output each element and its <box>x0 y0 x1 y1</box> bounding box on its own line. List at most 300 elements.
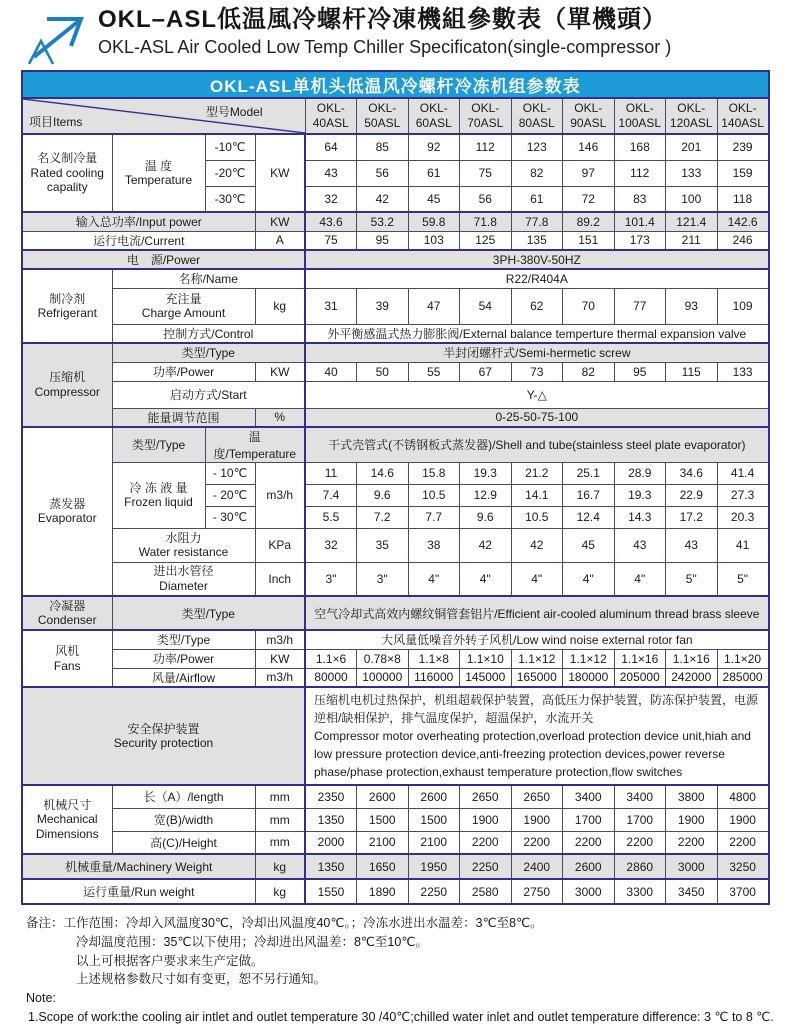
corner-cell <box>22 98 305 134</box>
table-row <box>22 408 769 427</box>
note-line: 冷却温度范围：35℃以下使用；冷却进出风温差：8℃至10℃。 <box>76 934 428 949</box>
label-en: Condenser <box>37 613 97 627</box>
value-cell: 77.8 <box>511 212 563 231</box>
value-cell: 56 <box>357 160 409 186</box>
label-cn: 机械尺寸 <box>43 797 92 812</box>
value-cell: 1700 <box>614 808 666 831</box>
banner-row <box>22 71 769 98</box>
value-cell: 7.2 <box>357 506 409 528</box>
row-sublabel: 高(C)/Height <box>112 831 255 854</box>
unit-cell: mm <box>255 785 305 808</box>
row-sublabel: 启动方式/Start <box>112 381 305 408</box>
value-cell: 101.4 <box>614 212 666 231</box>
row-label: 运行重量/Run weight <box>22 879 255 904</box>
value-cell: 2650 <box>511 785 563 808</box>
value-cell: 42 <box>511 528 563 562</box>
table-row <box>22 362 769 381</box>
value-cell: 116000 <box>408 668 460 687</box>
table-row <box>22 668 769 687</box>
row-sublabel: 宽(B)/width <box>112 808 255 831</box>
value-cell: 3450 <box>666 879 718 904</box>
value-cell: 3000 <box>666 854 718 879</box>
value-cell: 73 <box>511 362 563 381</box>
value-cell: 97 <box>563 160 615 186</box>
value-cell: 83 <box>614 186 666 212</box>
value-cell: 145000 <box>460 668 512 687</box>
value-cell: 1890 <box>357 879 409 904</box>
label-cn: 进出水管径 <box>153 564 214 579</box>
row-sublabel: 风量/Airflow <box>112 668 255 687</box>
value-cell: 2400 <box>511 854 563 879</box>
value-cell: 17.2 <box>666 506 718 528</box>
footer-notes <box>26 914 790 1027</box>
value-cell: 1650 <box>357 854 409 879</box>
temp-cell: -10℃ <box>205 134 255 160</box>
model-header-cell: OKL- 70ASL <box>460 98 512 134</box>
label-cn: 温 度 <box>144 158 173 173</box>
table-row <box>22 879 769 904</box>
label-cn: 风机 <box>55 644 80 659</box>
row-sublabel <box>112 134 205 212</box>
value-cell: 3" <box>305 562 357 596</box>
value-cell: 151 <box>563 231 615 250</box>
value-cell: 3250 <box>717 854 769 879</box>
label-en: Frozen liquid <box>124 495 193 509</box>
label-cn: 冷凝器 <box>49 598 86 613</box>
value-cell: 2750 <box>511 879 563 904</box>
model-header-cell: OKL- 40ASL <box>305 98 357 134</box>
corner-items-label: 项目Items <box>29 115 83 129</box>
table-row <box>22 288 769 324</box>
unit-cell: KW <box>255 362 305 381</box>
label-en: Temperature <box>124 173 193 187</box>
value-cell: 32 <box>305 186 357 212</box>
row-label <box>22 630 112 687</box>
label-en: Charge Amount <box>141 306 226 320</box>
unit-cell: A <box>255 231 305 250</box>
value-cell: 75 <box>305 231 357 250</box>
unit-cell: mm <box>255 831 305 854</box>
value-cell: 205000 <box>614 668 666 687</box>
temp-cell: - 20℃ <box>205 484 255 506</box>
value-cell: 42 <box>460 528 512 562</box>
value-cell: 56 <box>460 186 512 212</box>
value-cell: 1550 <box>305 879 357 904</box>
merged-value: 0-25-50-75-100 <box>305 408 769 427</box>
value-cell: 2200 <box>614 831 666 854</box>
unit-cell: kg <box>255 854 305 879</box>
value-cell: 25.1 <box>563 462 615 484</box>
row-sublabel: 能量调节范围 <box>112 408 255 427</box>
value-cell: 12.9 <box>460 484 512 506</box>
row-label <box>22 343 112 427</box>
value-cell: 2000 <box>305 831 357 854</box>
unit-cell: m3/h <box>255 668 305 687</box>
document-header <box>26 6 790 66</box>
note-line: 上述规格参数尺寸如有变更，恕不另行通知。 <box>76 972 327 987</box>
table-banner: OKL-ASL单机头低温风冷螺杆冷冻机组参数表 <box>22 71 769 98</box>
model-header-cell: OKL- 50ASL <box>357 98 409 134</box>
value-cell: 14.1 <box>511 484 563 506</box>
arrow-logo-icon <box>26 10 88 66</box>
value-cell: 5" <box>666 562 718 596</box>
row-sublabel: 类型/Type <box>112 343 305 362</box>
value-cell: 133 <box>666 160 718 186</box>
value-cell: 142.6 <box>717 212 769 231</box>
value-cell: 4" <box>563 562 615 596</box>
value-cell: 100 <box>666 186 718 212</box>
value-cell: 80000 <box>305 668 357 687</box>
row-sublabel <box>112 288 255 324</box>
value-cell: 0.78×8 <box>357 649 409 668</box>
row-sublabel: 功率/Power <box>112 362 255 381</box>
value-cell: 2350 <box>305 785 357 808</box>
value-cell: 1900 <box>511 808 563 831</box>
value-cell: 35 <box>357 528 409 562</box>
value-cell: 1900 <box>460 808 512 831</box>
table-row <box>22 785 769 808</box>
value-cell: 125 <box>460 231 512 250</box>
value-cell: 2200 <box>717 831 769 854</box>
page-title-en: OKL-ASL Air Cooled Low Temp Chiller Specificaton(single-compressor ) <box>98 36 672 57</box>
row-sublabel <box>112 462 205 528</box>
value-cell: 61 <box>408 160 460 186</box>
unit-cell: KW <box>255 134 305 212</box>
value-cell: 2860 <box>614 854 666 879</box>
table-row <box>22 687 769 785</box>
value-cell: 211 <box>666 231 718 250</box>
value-cell: 3400 <box>563 785 615 808</box>
value-cell: 40 <box>305 362 357 381</box>
value-cell: 45 <box>563 528 615 562</box>
unit-cell: m3/h <box>255 630 305 649</box>
value-cell: 5" <box>717 562 769 596</box>
value-cell: 14.3 <box>614 506 666 528</box>
note-line: 以上可根据客户要求来生产定做。 <box>76 953 264 968</box>
value-cell: 10.5 <box>408 484 460 506</box>
value-cell: 165000 <box>511 668 563 687</box>
value-cell: 45 <box>408 186 460 212</box>
value-cell: 12.4 <box>563 506 615 528</box>
model-header-row <box>22 98 769 134</box>
table-row <box>22 269 769 288</box>
value-cell: 2200 <box>666 831 718 854</box>
value-cell: 109 <box>717 288 769 324</box>
value-cell: 285000 <box>717 668 769 687</box>
spec-table <box>21 70 770 905</box>
unit-cell: KW <box>255 212 305 231</box>
row-sublabel: 类型/Type <box>112 427 205 463</box>
table-row <box>22 596 769 630</box>
row-label: 输入总功率/Input power <box>22 212 255 231</box>
merged-value: 外平衡感温式热力膨胀阀/External balance temperture thermal expansion valve <box>305 324 769 343</box>
value-cell: 3800 <box>666 785 718 808</box>
label-en: Diameter <box>159 578 208 593</box>
value-cell: 2250 <box>408 879 460 904</box>
value-cell: 31 <box>305 288 357 324</box>
value-cell: 4" <box>408 562 460 596</box>
value-cell: 2600 <box>357 785 409 808</box>
value-cell: 1.1×20 <box>717 649 769 668</box>
value-cell: 1.1×8 <box>408 649 460 668</box>
value-cell: 246 <box>717 231 769 250</box>
value-cell: 62 <box>511 288 563 324</box>
model-header-cell: OKL- 140ASL <box>717 98 769 134</box>
table-row <box>22 462 769 484</box>
value-cell: 92 <box>408 134 460 160</box>
label-en: Mechanical Dimensions <box>35 812 99 841</box>
label-en: Compressor <box>34 384 100 399</box>
table-row <box>22 250 769 269</box>
value-cell: 43 <box>666 528 718 562</box>
row-label <box>22 427 112 597</box>
value-cell: 2200 <box>563 831 615 854</box>
table-row <box>22 212 769 231</box>
row-sublabel: 类型/Type <box>112 596 305 630</box>
value-cell: 1500 <box>357 808 409 831</box>
temp-cell: -30℃ <box>205 186 255 212</box>
value-cell: 3300 <box>614 879 666 904</box>
table-row <box>22 562 769 596</box>
value-cell: 2580 <box>460 879 512 904</box>
table-row <box>22 134 769 160</box>
value-cell: 1.1×10 <box>460 649 512 668</box>
value-cell: 159 <box>717 160 769 186</box>
value-cell: 11 <box>305 462 357 484</box>
label-cn: 名义制冷量 <box>37 151 98 166</box>
value-cell: 95 <box>357 231 409 250</box>
value-cell: 4" <box>460 562 512 596</box>
value-cell: 71.8 <box>460 212 512 231</box>
value-cell: 118 <box>717 186 769 212</box>
value-cell: 82 <box>563 362 615 381</box>
value-cell: 242000 <box>666 668 718 687</box>
note-line: 备注：工作范围：冷却入风温度30℃，冷却出风温度40℃。；冷冻水进出水温差：3℃至8℃。 <box>26 916 543 930</box>
table-row <box>22 343 769 362</box>
value-cell: 70 <box>563 288 615 324</box>
value-cell: 201 <box>666 134 718 160</box>
unit-cell: KW <box>255 649 305 668</box>
label-cn: 蒸发器 <box>49 496 86 511</box>
value-cell: 1.1×16 <box>666 649 718 668</box>
value-cell: 146 <box>563 134 615 160</box>
merged-value: 空气冷却式高效内螺纹铜管套铝片/Efficient air-cooled aluminum thread brass sleeve <box>305 596 769 630</box>
value-cell: 14.6 <box>357 462 409 484</box>
label-cn: 水阻力 <box>165 530 202 545</box>
value-cell: 135 <box>511 231 563 250</box>
value-cell: 16.7 <box>563 484 615 506</box>
label-cn: 压缩机 <box>49 370 86 385</box>
value-cell: 2100 <box>357 831 409 854</box>
security-text-en: Compressor motor overheating protection,overload protection device unit,hiah and low pressure protection device,anti-freezing protection devices,power reverse phase/phase protection,exhaust temperature protection,flow switches <box>314 729 751 779</box>
row-label <box>22 596 112 630</box>
value-cell: 95 <box>614 362 666 381</box>
value-cell: 41.4 <box>717 462 769 484</box>
value-cell: 43 <box>305 160 357 186</box>
value-cell: 9.6 <box>357 484 409 506</box>
value-cell: 89.2 <box>563 212 615 231</box>
value-cell: 53.2 <box>357 212 409 231</box>
value-cell: 100000 <box>357 668 409 687</box>
row-label <box>22 269 112 343</box>
value-cell: 1.1×16 <box>614 649 666 668</box>
value-cell: 4" <box>511 562 563 596</box>
value-cell: 3400 <box>614 785 666 808</box>
value-cell: 32 <box>305 528 357 562</box>
unit-cell: kg <box>255 879 305 904</box>
row-label: 电 源/Power <box>22 250 305 269</box>
unit-cell: % <box>255 408 305 427</box>
value-cell: 133 <box>717 362 769 381</box>
label-en: Fans <box>53 658 81 673</box>
value-cell: 7.4 <box>305 484 357 506</box>
value-cell: 15.8 <box>408 462 460 484</box>
value-cell: 77 <box>614 288 666 324</box>
table-row <box>22 231 769 250</box>
value-cell: 38 <box>408 528 460 562</box>
row-sublabel <box>112 528 255 562</box>
value-cell: 54 <box>460 288 512 324</box>
value-cell: 2200 <box>511 831 563 854</box>
value-cell: 1.1×12 <box>563 649 615 668</box>
value-cell: 1.1×6 <box>305 649 357 668</box>
value-cell: 1500 <box>408 808 460 831</box>
table-row <box>22 427 769 463</box>
table-row <box>22 528 769 562</box>
unit-cell: m3/h <box>255 462 305 528</box>
security-text <box>305 687 769 785</box>
value-cell: 2650 <box>460 785 512 808</box>
value-cell: 5.5 <box>305 506 357 528</box>
row-sublabel: 温度/Temperature <box>205 427 305 463</box>
row-sublabel: 功率/Power <box>112 649 255 668</box>
value-cell: 34.6 <box>666 462 718 484</box>
value-cell: 2100 <box>408 831 460 854</box>
value-cell: 2250 <box>460 854 512 879</box>
merged-value: 3PH-380V-50HZ <box>305 250 769 269</box>
value-cell: 75 <box>460 160 512 186</box>
table-row <box>22 630 769 649</box>
unit-cell: mm <box>255 808 305 831</box>
table-row <box>22 831 769 854</box>
value-cell: 3" <box>357 562 409 596</box>
value-cell: 1900 <box>717 808 769 831</box>
label-cn: 充注量 <box>165 291 202 306</box>
value-cell: 2200 <box>460 831 512 854</box>
value-cell: 168 <box>614 134 666 160</box>
value-cell: 1950 <box>408 854 460 879</box>
value-cell: 27.3 <box>717 484 769 506</box>
note-label: Note: <box>26 991 56 1005</box>
titles <box>98 6 671 58</box>
value-cell: 22.9 <box>666 484 718 506</box>
model-header-cell: OKL- 60ASL <box>408 98 460 134</box>
label-cn: 制冷剂 <box>49 291 86 306</box>
value-cell: 50 <box>357 362 409 381</box>
value-cell: 4" <box>614 562 666 596</box>
model-header-cell: OKL- 100ASL <box>614 98 666 134</box>
merged-value: Y-△ <box>305 381 769 408</box>
label-cn: 安全保护装置 <box>127 721 200 736</box>
row-sublabel: 长（A）/length <box>112 785 255 808</box>
value-cell: 21.2 <box>511 462 563 484</box>
table-row <box>22 854 769 879</box>
model-header-cell: OKL- 90ASL <box>563 98 615 134</box>
merged-value: 大风量低噪音外转子风机/Low wind noise external rotor fan <box>305 630 769 649</box>
row-label: 运行电流/Current <box>22 231 255 250</box>
merged-value: 半封闭螺杆式/Semi-hermetic screw <box>305 343 769 362</box>
value-cell: 2600 <box>408 785 460 808</box>
value-cell: 47 <box>408 288 460 324</box>
value-cell: 72 <box>563 186 615 212</box>
label-en: Evaporator <box>37 511 97 526</box>
value-cell: 4800 <box>717 785 769 808</box>
value-cell: 180000 <box>563 668 615 687</box>
row-sublabel: 名称/Name <box>112 269 305 288</box>
value-cell: 9.6 <box>460 506 512 528</box>
value-cell: 82 <box>511 160 563 186</box>
value-cell: 1350 <box>305 854 357 879</box>
model-header-cell: OKL- 80ASL <box>511 98 563 134</box>
value-cell: 10.5 <box>511 506 563 528</box>
security-text-cn: 压缩机电机过热保护，机组超载保护装置，高低压力保护装置，防冻保护装置，电源逆相/缺相保护，排气温度保护，超温保护，水流开关 <box>314 693 759 725</box>
merged-value: 干式壳管式(不锈钢板式蒸发器)/Shell and tube(stainless steel plate evaporator) <box>305 427 769 463</box>
table-row <box>22 324 769 343</box>
corner-model-label: 型号Model <box>205 105 263 119</box>
temp-cell: - 10℃ <box>205 462 255 484</box>
row-label <box>22 785 112 854</box>
value-cell: 61 <box>511 186 563 212</box>
row-label <box>22 134 112 212</box>
value-cell: 39 <box>357 288 409 324</box>
value-cell: 1.1×12 <box>511 649 563 668</box>
value-cell: 67 <box>460 362 512 381</box>
unit-cell: kg <box>255 288 305 324</box>
model-header-cell: OKL- 120ASL <box>666 98 718 134</box>
label-en: Water resistance <box>138 545 229 559</box>
value-cell: 112 <box>460 134 512 160</box>
value-cell: 3700 <box>717 879 769 904</box>
value-cell: 20.3 <box>717 506 769 528</box>
value-cell: 3000 <box>563 879 615 904</box>
value-cell: 19.3 <box>614 484 666 506</box>
value-cell: 43.6 <box>305 212 357 231</box>
label-en: Rated cooling capality <box>30 165 104 195</box>
value-cell: 19.3 <box>460 462 512 484</box>
value-cell: 112 <box>614 160 666 186</box>
value-cell: 121.4 <box>666 212 718 231</box>
value-cell: 239 <box>717 134 769 160</box>
value-cell: 1900 <box>666 808 718 831</box>
value-cell: 123 <box>511 134 563 160</box>
unit-cell: Inch <box>255 562 305 596</box>
label-en: Refrigerant <box>37 306 97 320</box>
row-sublabel: 类型/Type <box>112 630 255 649</box>
unit-cell: KPa <box>255 528 305 562</box>
value-cell: 7.7 <box>408 506 460 528</box>
table-row <box>22 381 769 408</box>
value-cell: 1700 <box>563 808 615 831</box>
value-cell: 85 <box>357 134 409 160</box>
value-cell: 64 <box>305 134 357 160</box>
table-row <box>22 808 769 831</box>
temp-cell: -20℃ <box>205 160 255 186</box>
table-row <box>22 649 769 668</box>
value-cell: 93 <box>666 288 718 324</box>
note-line-en: 1.Scope of work:the cooling air intlet and outlet temperature 30 /40℃;chilled water inlet and outlet temperature difference: 3 ℃ to 8 ℃. <box>28 1009 774 1024</box>
merged-value: R22/R404A <box>305 269 769 288</box>
value-cell: 1350 <box>305 808 357 831</box>
